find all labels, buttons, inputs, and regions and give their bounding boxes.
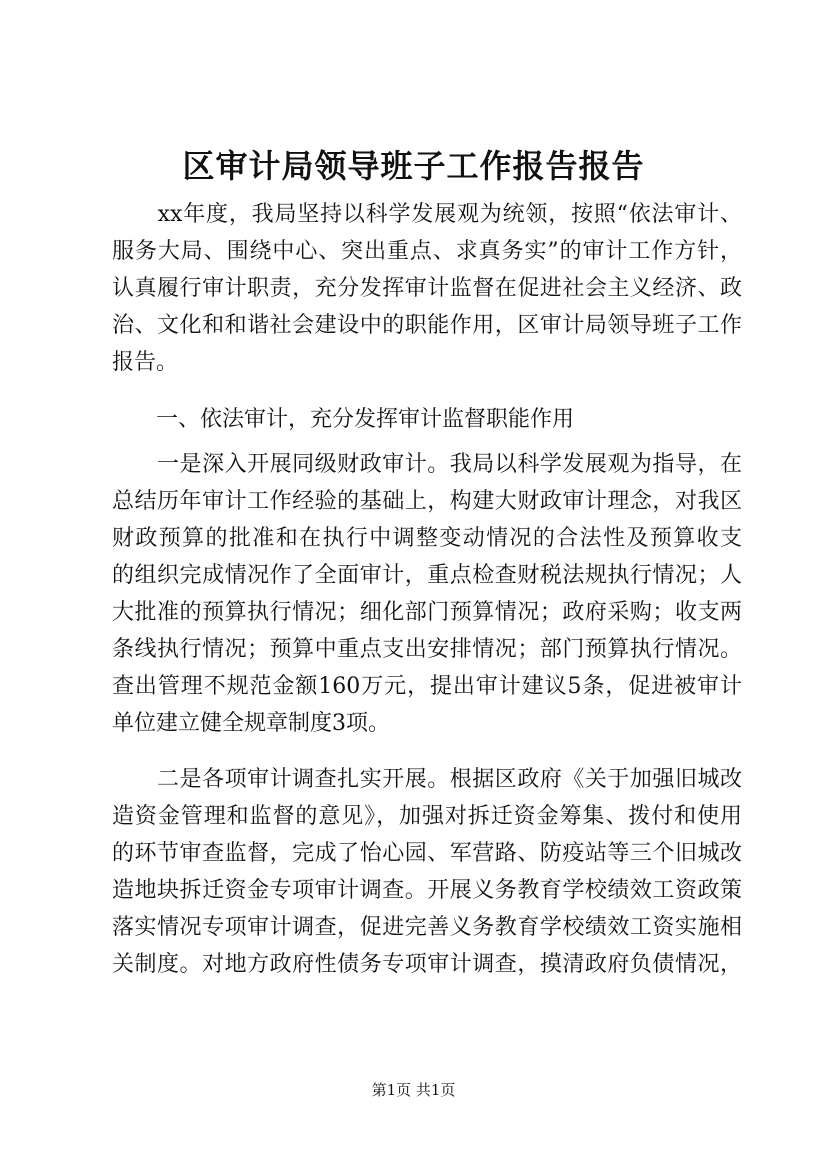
- page-footer: 第1页 共1页: [371, 1081, 456, 1099]
- paragraph-line: 大批准的预算执行情况；细化部门预算情况；政府采购；收支两: [112, 600, 742, 625]
- paragraph-line: 查出管理不规范金额160万元，提出审计建议5条，促进被审计: [112, 674, 742, 699]
- paragraph-line: 总结历年审计工作经验的基础上，构建大财政审计理念，对我区: [112, 489, 742, 514]
- paragraph-line: 服务大局、围绕中心、突出重点、求真务实”的审计工作方针，: [112, 239, 742, 264]
- paragraph-line: 落实情况专项审计调查，促进完善义务教育学校绩效工资实施相: [112, 915, 742, 940]
- paragraph-line: 关制度。对地方政府性债务专项审计调查，摸清政府负债情况，: [112, 952, 742, 977]
- paragraph-line: 的环节审查监督，完成了怡心园、军营路、防疫站等三个旧城改: [112, 841, 742, 866]
- section-heading: 一、依法审计，充分发挥审计监督职能作用: [112, 407, 575, 432]
- paragraph-line: 条线执行情况；预算中重点支出安排情况；部门预算执行情况。: [112, 637, 742, 662]
- paragraph-line: 造地块拆迁资金专项审计调查。开展义务教育学校绩效工资政策: [112, 878, 742, 903]
- paragraph-line: xx年度，我局坚持以科学发展观为统领，按照“依法审计、: [112, 202, 742, 227]
- paragraph-line: 造资金管理和监督的意见》，加强对拆迁资金筹集、拨付和使用: [112, 804, 742, 829]
- paragraph-line: 报告。: [112, 350, 179, 375]
- paragraph-line: 单位建立健全规章制度3项。: [112, 711, 390, 736]
- paragraph-line: 的组织完成情况作了全面审计，重点检查财税法规执行情况；人: [112, 563, 742, 588]
- document-title: 区审计局领导班子工作报告报告: [182, 147, 645, 185]
- paragraph-line: 一是深入开展同级财政审计。我局以科学发展观为指导，在: [112, 452, 742, 477]
- paragraph-line: 认真履行审计职责，充分发挥审计监督在促进社会主义经济、政: [112, 276, 742, 301]
- paragraph-line: 财政预算的批准和在执行中调整变动情况的合法性及预算收支: [112, 526, 742, 551]
- paragraph-line: 二是各项审计调查扎实开展。根据区政府《关于加强旧城改: [112, 767, 742, 792]
- paragraph-line: 治、文化和和谐社会建设中的职能作用，区审计局领导班子工作: [112, 313, 742, 338]
